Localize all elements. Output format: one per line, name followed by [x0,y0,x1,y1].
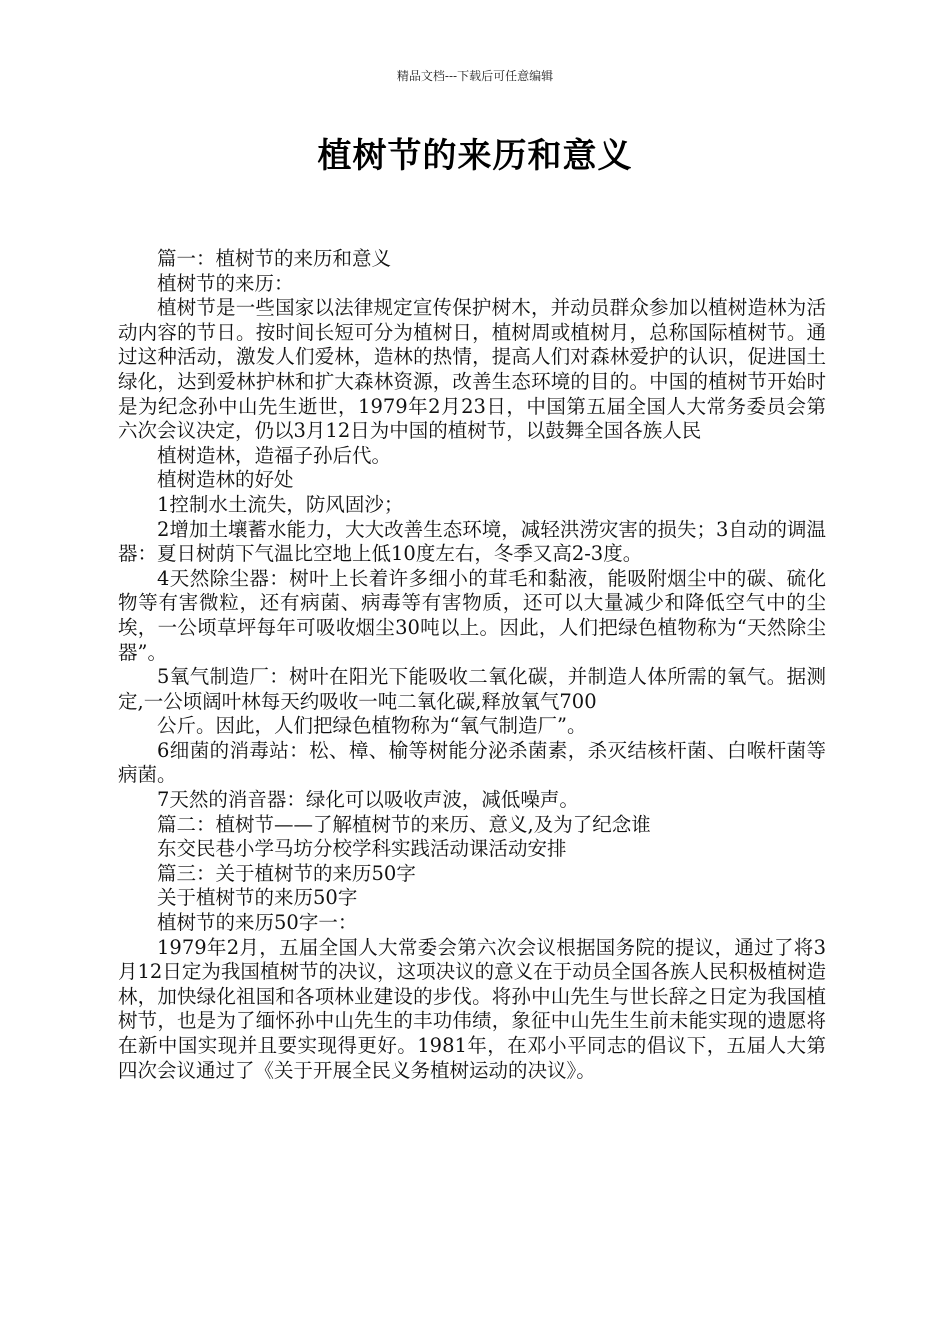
benefit-item-7: 7天然的消音器：绿化可以吸收声波，减低噪声。 [157,788,579,812]
benefit-item-1: 1控制水土流失，防风固沙； [157,492,404,516]
paragraph-history-1979: 1979年2月，五届全国人大常委会第六次会议根据国务院的提议，通过了将3月12日定为我国植树节的决议，这项决议的意义在于动员全国各族人民积极植树造林，加快绿化祖国和各项林业建设的步伐。将孙中山先生与世长辞之日定为我国植树节，也是为了缅怀孙中山先生的丰功伟绩，象征中山先生生前未能实现的遗愿将在新中国实现并且要实现得更好。1981年，在邓小平同志的倡议下，五届人大第四次会议通过了《关于开展全民义务植树运动的决议》。 [118,935,826,1082]
subheading-origin: 植树节的来历： [157,271,294,295]
paragraph-origin: 植树节是一些国家以法律规定宣传保护树木，并动员群众参加以植树造林为活动内容的节日。按时间长短可分为植树日，植树周或植树月，总称国际植树节。通过这种活动，激发人们爱林，造林的热情，提高人们对森林爱护的认识，促进国土绿化，达到爱林护林和扩大森林资源，改善生态环境的目的。中国的植树节开始时是为纪念孙中山先生逝世，1979年2月23日，中国第五届全国人大常务委员会第六次会议决定，仍以3月12日为中国的植树节，以鼓舞全国各族人民 [118,296,826,443]
benefit-item-2-3: 2增加土壤蓄水能力，大大改善生态环境，减轻洪涝灾害的损失；3自动的调温器：夏日树荫下气温比空地上低10度左右，冬季又高2-3度。 [118,517,826,566]
document-body [118,247,826,1083]
benefit-item-4: 4天然除尘器：树叶上长着许多细小的茸毛和黏液，能吸附烟尘中的碳、硫化物等有害微粒，还有病菌、病毒等有害物质，还可以大量减少和降低空气中的尘埃，一公顷草坪每年可吸收烟尘30吨以上。因此，人们把绿色植物称为“天然除尘器”。 [118,566,826,664]
subheading-50-chars: 关于植树节的来历50字 [157,886,358,910]
paragraph-continuation: 植树造林，造福子孙后代。 [157,443,392,467]
subheading-50-chars-one: 植树节的来历50字一： [157,911,358,935]
section-heading-2: 篇二：植树节——了解植树节的来历、意义,及为了纪念谁 [157,812,651,836]
section-heading-3: 篇三：关于植树节的来历50字 [157,861,416,885]
page-header-note: 精品文档---下载后可任意编辑 [396,69,554,83]
benefit-item-6: 6细菌的消毒站：松、樟、榆等树能分泌杀菌素，杀灭结核杆菌、白喉杆菌等病菌。 [118,738,826,787]
benefit-item-5-continued: 公斤。因此，人们把绿色植物称为“氧气制造厂”。 [157,714,587,738]
document-title: 植树节的来历和意义 [317,136,633,176]
subheading-benefits: 植树造林的好处 [157,468,294,492]
section-heading-1: 篇一：植树节的来历和意义 [157,247,392,270]
school-activity-line: 东交民巷小学马坊分校学科实践活动课活动安排 [157,837,567,861]
benefit-item-5: 5氧气制造厂：树叶在阳光下能吸收二氧化碳，并制造人体所需的氧气。据测定,一公顷阔叶林每天约吸收一吨二氧化碳,释放氧气700 [118,665,826,713]
